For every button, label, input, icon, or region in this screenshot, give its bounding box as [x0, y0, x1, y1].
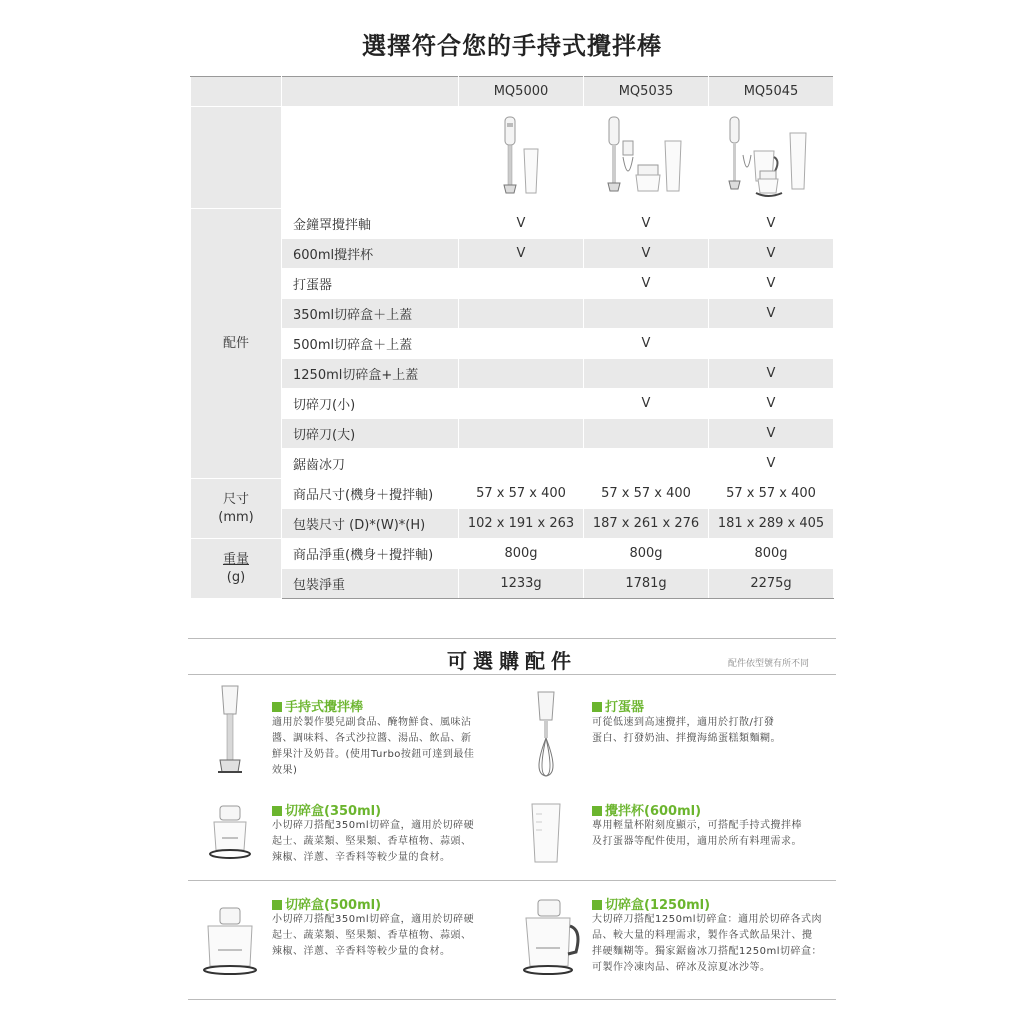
value-cell: 57 x 57 x 400 [709, 479, 834, 509]
row-label: 鋸齒冰刀 [282, 449, 459, 479]
table-row [191, 419, 834, 449]
optional-note: 配件依型號有所不同 [728, 659, 810, 669]
product-image-mq5045 [709, 107, 834, 209]
table-row [191, 269, 834, 299]
value-cell: 1233g [459, 569, 584, 599]
model-name: MQ5000 [459, 77, 584, 107]
divider [188, 999, 836, 1000]
value-cell: 2275g [709, 569, 834, 599]
row-label: 打蛋器 [282, 269, 459, 299]
value-cell [459, 449, 584, 479]
value-cell: 800g [584, 539, 709, 569]
table-row [191, 209, 834, 239]
category-cell [191, 479, 282, 539]
table-row [191, 359, 834, 389]
accessory-name: 切碎盒(500ml) [272, 894, 381, 913]
value-cell: V [709, 239, 834, 269]
value-cell: 57 x 57 x 400 [584, 479, 709, 509]
beaker-icon [528, 800, 564, 866]
row-label: 500ml切碎盒＋上蓋 [282, 329, 459, 359]
table-row [191, 539, 834, 569]
accessory-desc: 小切碎刀搭配350ml切碎盒，適用於切碎硬 起士、蔬菜類、堅果類、香草植物、蒜頭、 辣椒、洋蔥、辛香料等較少量的食材。 [272, 914, 475, 957]
model-header-row [191, 77, 834, 107]
value-cell: 800g [459, 539, 584, 569]
value-cell: 187 x 261 x 276 [584, 509, 709, 539]
value-cell: 800g [709, 539, 834, 569]
product-image-row [191, 107, 834, 209]
accessory-name: 切碎盒(350ml) [272, 800, 381, 819]
accessory-item-beaker [510, 790, 836, 880]
value-cell: V [584, 329, 709, 359]
row-label: 商品尺寸(機身＋攪拌軸) [282, 479, 459, 509]
divider [188, 880, 836, 881]
value-cell: V [459, 209, 584, 239]
row-label: 切碎刀(大) [282, 419, 459, 449]
value-cell: V [709, 419, 834, 449]
value-cell [584, 299, 709, 329]
whisk-icon [528, 690, 564, 780]
hand-blender-set-icon [726, 111, 816, 201]
row-label: 600ml攪拌杯 [282, 239, 459, 269]
value-cell [459, 419, 584, 449]
value-cell [584, 359, 709, 389]
table-row [191, 479, 834, 509]
accessory-item-chopper-500 [190, 882, 510, 998]
category-unit: (g) [226, 569, 246, 585]
accessory-desc: 可從低速到高速攪拌，適用於打散/打發 蛋白、打發奶油、拌攪海綿蛋糕類麵糊。 [592, 717, 781, 744]
value-cell [709, 329, 834, 359]
category-cell [191, 539, 282, 599]
value-cell: V [709, 269, 834, 299]
model-name: MQ5045 [709, 77, 834, 107]
category-unit: (mm) [218, 509, 254, 525]
value-cell: V [709, 209, 834, 239]
chopper-large-icon [520, 898, 582, 978]
accessory-name: 切碎盒(1250ml) [592, 894, 710, 913]
value-cell: V [709, 299, 834, 329]
value-cell: V [459, 239, 584, 269]
page-title: 選擇符合您的手持式攪拌棒 [362, 32, 662, 60]
value-cell: 102 x 191 x 263 [459, 509, 584, 539]
category-label: 尺寸 [222, 491, 249, 507]
hand-blender-set-icon [491, 111, 551, 201]
accessory-name: 手持式攪拌棒 [272, 696, 363, 715]
value-cell [459, 329, 584, 359]
table-row [191, 299, 834, 329]
value-cell: V [709, 449, 834, 479]
value-cell: V [584, 209, 709, 239]
table-row [191, 389, 834, 419]
value-cell [584, 419, 709, 449]
table-row [191, 449, 834, 479]
table-row [191, 569, 834, 599]
hand-blender-set-icon [601, 111, 691, 201]
accessory-name: 攪拌杯(600ml) [592, 800, 701, 819]
row-label: 1250ml切碎盒+上蓋 [282, 359, 459, 389]
table-row [191, 329, 834, 359]
value-cell: V [584, 269, 709, 299]
chopper-medium-icon [202, 906, 258, 978]
row-label: 商品淨重(機身＋攪拌軸) [282, 539, 459, 569]
value-cell: 181 x 289 x 405 [709, 509, 834, 539]
value-cell: 57 x 57 x 400 [459, 479, 584, 509]
accessory-desc: 大切碎刀搭配1250ml切碎盒：適用於切碎各式肉 品、較大量的料理需求，製作各式飲品果汁、攪 拌硬麵糊等。獨家鋸齒冰刀搭配1250ml切碎盒： 可製作冷凍肉品、碎冰及涼夏冰沙等。 [592, 914, 822, 973]
value-cell: V [709, 359, 834, 389]
value-cell [459, 299, 584, 329]
divider [188, 674, 836, 675]
accessory-item-whisk [510, 680, 836, 790]
accessory-item-hand-blender [190, 680, 510, 790]
value-cell [459, 269, 584, 299]
accessory-item-chopper-350 [190, 790, 510, 880]
table-row [191, 509, 834, 539]
value-cell [584, 449, 709, 479]
accessory-desc: 專用輕量杯附刻度顯示，可搭配手持式攪拌棒 及打蛋器等配件使用，適用於所有料理需求。 [592, 820, 802, 847]
product-image-mq5000 [459, 107, 584, 209]
value-cell: 1781g [584, 569, 709, 599]
row-label: 包裝淨重 [282, 569, 459, 599]
row-label: 切碎刀(小) [282, 389, 459, 419]
category-label: 配件 [222, 335, 249, 351]
category-cell [191, 209, 282, 479]
accessory-name: 打蛋器 [592, 696, 644, 715]
divider [188, 638, 836, 639]
comparison-table [190, 76, 834, 599]
category-label: 重量 [222, 551, 249, 567]
model-name: MQ5035 [584, 77, 709, 107]
accessory-desc: 適用於製作嬰兒副食品、醃物鮮食、風味沾 醬、調味料、各式沙拉醬、湯品、飲品、新 鮮果汁及奶昔。(使用Turbo按鈕可達到最佳 效果) [272, 717, 475, 776]
row-label: 金鐘罩攪拌軸 [282, 209, 459, 239]
value-cell: V [584, 239, 709, 269]
optional-title: 可選購配件 [447, 649, 577, 673]
value-cell: V [584, 389, 709, 419]
blender-wand-icon [210, 684, 250, 780]
value-cell [459, 389, 584, 419]
value-cell: V [709, 389, 834, 419]
accessory-desc: 小切碎刀搭配350ml切碎盒，適用於切碎硬 起士、蔬菜類、堅果類、香草植物、蒜頭、 辣椒、洋蔥、辛香料等較少量的食材。 [272, 820, 475, 863]
row-label: 包裝尺寸 (D)*(W)*(H) [282, 509, 459, 539]
value-cell [459, 359, 584, 389]
table-row [191, 239, 834, 269]
row-label: 350ml切碎盒＋上蓋 [282, 299, 459, 329]
chopper-small-icon [208, 804, 252, 862]
accessory-item-chopper-1250 [510, 882, 836, 998]
product-image-mq5035 [584, 107, 709, 209]
